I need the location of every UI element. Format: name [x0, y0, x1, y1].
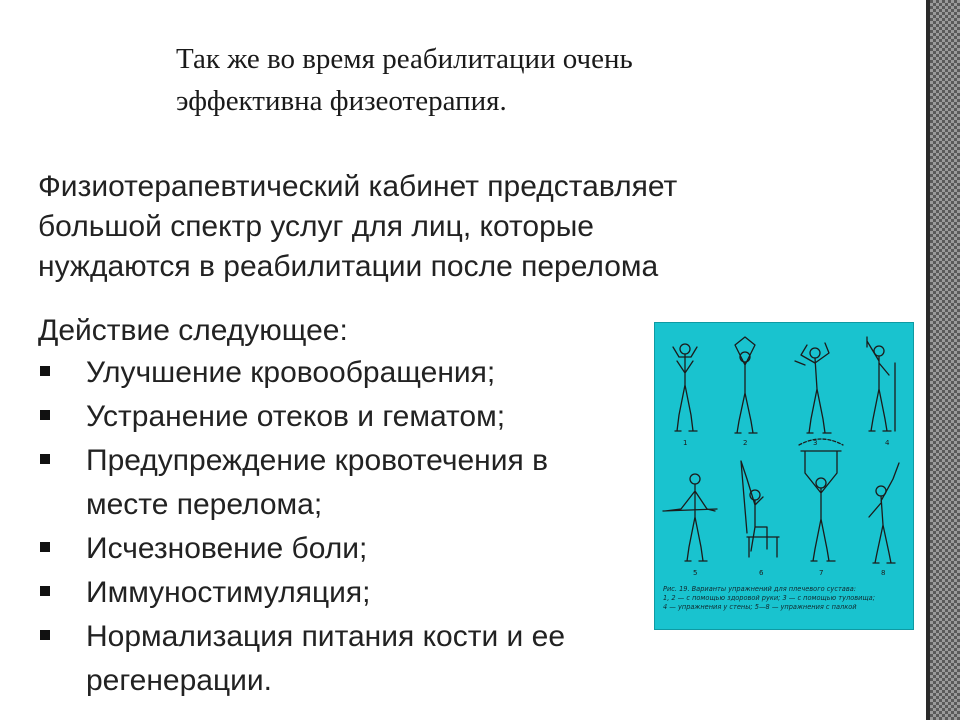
- figure-number-1: 1: [683, 439, 688, 447]
- bullet-icon: [40, 630, 50, 640]
- exercise-figure-6: [741, 461, 779, 557]
- exercise-figure-2: [735, 337, 757, 433]
- list-item: Нормализация питания кости и ее регенерации.: [38, 615, 638, 703]
- list-item: Улучшение кровообращения;: [38, 351, 638, 395]
- exercise-figures-drawing: [655, 323, 913, 585]
- effects-list: [38, 351, 638, 703]
- figure-number-2: 2: [743, 439, 748, 447]
- figure-number-5: 5: [693, 569, 698, 577]
- exercise-figure-8: [869, 463, 899, 563]
- intro-text: Так же во время реабилитации очень эффективна физеотерапия.: [176, 43, 633, 117]
- services-paragraph: Физиотерапевтический кабинет представляет большой спектр услуг для лиц, которые нуждаются в реабилитации после перелома: [38, 170, 678, 283]
- exercise-figure-7: [799, 439, 843, 561]
- list-item: Устранение отеков и гематом;: [38, 395, 638, 439]
- figure-number-7: 7: [819, 569, 824, 577]
- exercise-figure-4: [867, 337, 895, 431]
- figure-number-8: 8: [881, 569, 886, 577]
- action-title: Действие следующее:: [38, 314, 348, 347]
- list-item: Исчезновение боли;: [38, 527, 638, 571]
- bullet-icon: [40, 454, 50, 464]
- exercise-figure-5: [663, 474, 717, 561]
- figure-number-3: 3: [813, 439, 818, 447]
- bullet-icon: [40, 542, 50, 552]
- exercise-figure-3: [795, 343, 831, 433]
- figure-number-6: 6: [759, 569, 764, 577]
- decorative-border: [930, 0, 960, 720]
- bullet-icon: [40, 586, 50, 596]
- list-item: Предупреждение кровотечения в месте перелома;: [38, 439, 638, 527]
- exercise-illustration: [654, 322, 914, 630]
- figure-number-4: 4: [885, 439, 890, 447]
- figure-caption: Рис. 19. Варианты упражнений для плечевого сустава: 1, 2 — с помощью здоровой руки; 3 — с помощью туловища; 4 — упражнения у стены; 5—8 — упражнения с палкой: [663, 585, 875, 611]
- exercise-figure-1: [673, 344, 697, 431]
- bullet-icon: [40, 410, 50, 420]
- bullet-icon: [40, 366, 50, 376]
- list-item: Иммуностимуляция;: [38, 571, 638, 615]
